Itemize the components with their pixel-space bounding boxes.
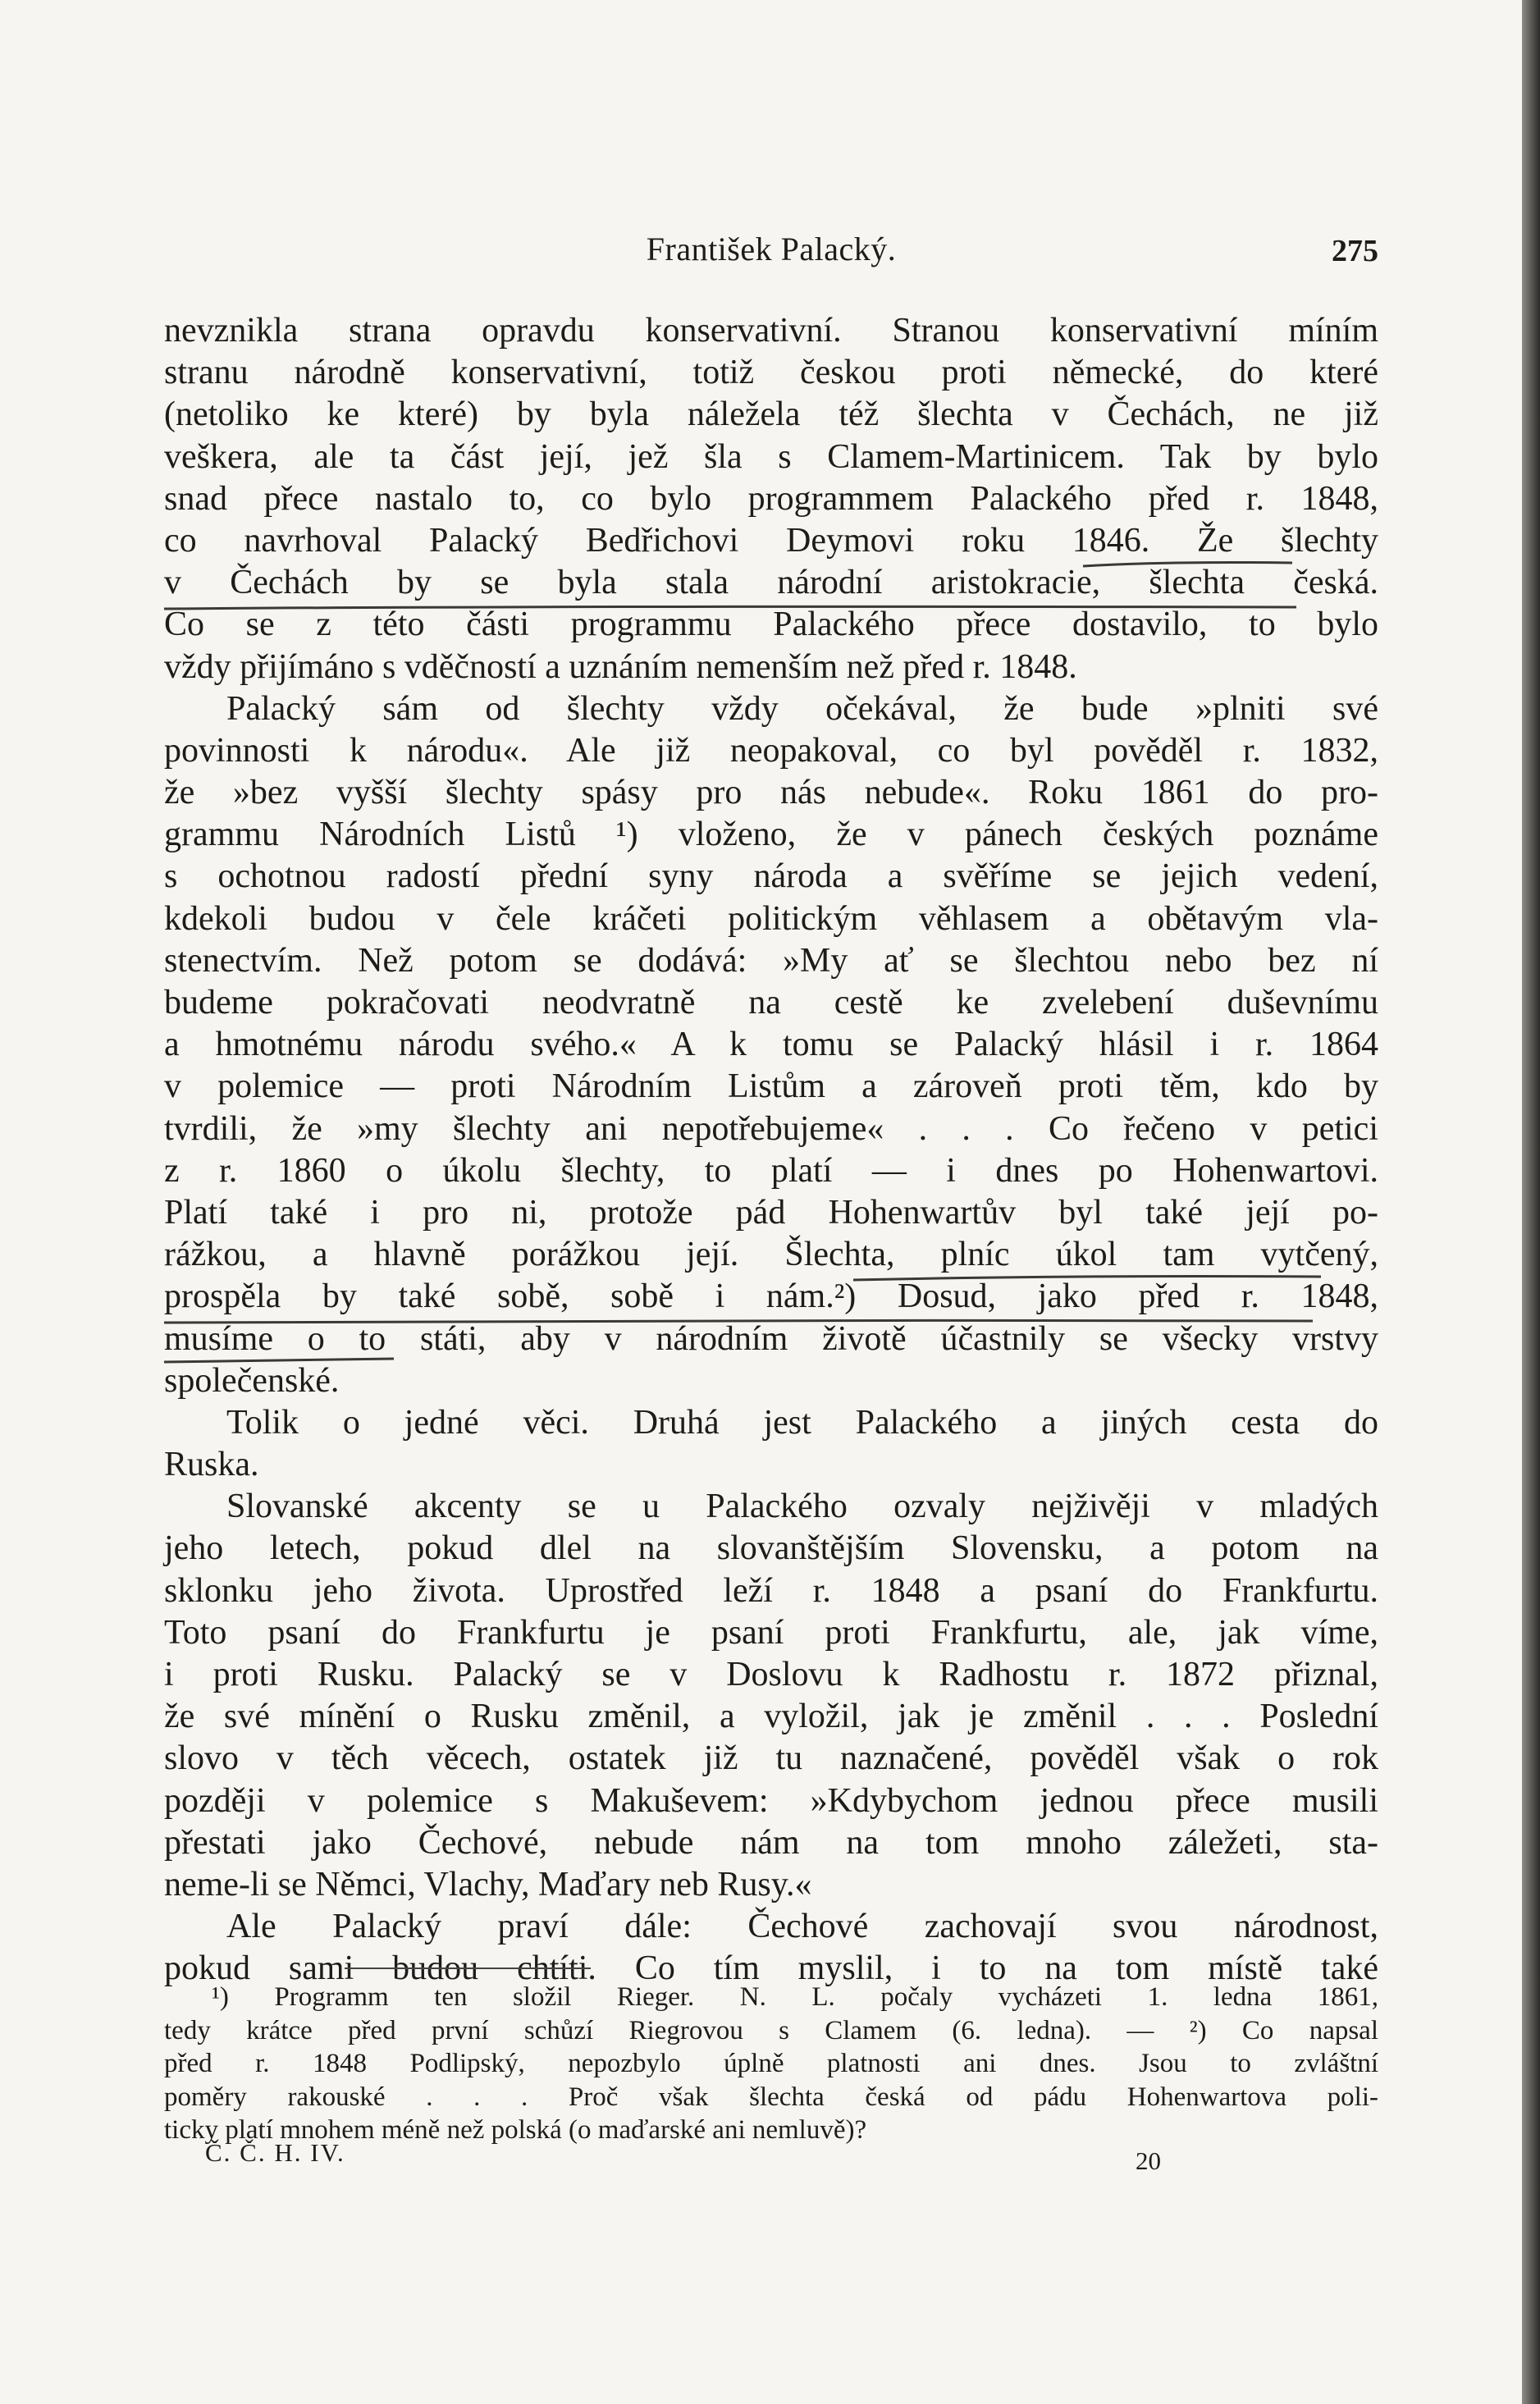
- body-line: Palacký sám od šlechty vždy očekával, že bude »plniti své: [226, 689, 1378, 728]
- body-line: přestati jako Čechové, nebude nám na tom mnoho záležeti, sta-: [164, 1823, 1378, 1862]
- body-line: a hmotnému národu svého.« A k tomu se Palacký hlásil i r. 1864: [164, 1026, 1378, 1064]
- page-gutter-shadow: [1522, 0, 1540, 2404]
- footnote-line: ticky platí mnohem méně než polská (o maďarské ani nemluvě)?: [164, 2115, 867, 2145]
- body-line: (netoliko ke které) by byla náležela též šlechta v Čechách, ne již: [164, 395, 1378, 434]
- signature-mark: Č. Č. H. IV.: [205, 2138, 345, 2167]
- footnote-line: poměry rakouské . . . Proč však šlechta česká od pádu Hohenwartova poli-: [164, 2082, 1378, 2112]
- body-line: snad přece nastalo to, co bylo programmem Palackého před r. 1848,: [164, 479, 1378, 518]
- body-line: Tolik o jedné věci. Druhá jest Palackého a jiných cesta do: [226, 1403, 1378, 1442]
- body-line: Toto psaní do Frankfurtu je psaní proti Frankfurtu, ale, jak víme,: [164, 1613, 1378, 1652]
- body-line: co navrhoval Palacký Bedřichovi Deymovi roku 1846. Že šlechty: [164, 521, 1378, 560]
- body-line: neme-li se Němci, Vlachy, Maďary neb Rusy.«: [164, 1865, 812, 1904]
- body-line: s ochotnou radostí přední syny národa a svěříme se jejich vedení,: [164, 857, 1378, 896]
- body-line: Platí také i pro ni, protože pád Hohenwartův byl také její po-: [164, 1193, 1378, 1232]
- body-line: prospěla by také sobě, sobě i nám.²) Dosud, jako před r. 1848,: [164, 1277, 1378, 1316]
- body-line: v Čechách by se byla stala národní aristokracie, šlechta česká.: [164, 564, 1378, 602]
- body-line: stranu národně konservativní, totiž českou proti německé, do které: [164, 354, 1378, 392]
- sheet-number: 20: [1136, 2146, 1161, 2175]
- body-line: z r. 1860 o úkolu šlechty, to platí — i dnes po Hohenwartovi.: [164, 1151, 1378, 1190]
- body-line: rážkou, a hlavně porážkou její. Šlechta, plníc úkol tam vytčený,: [164, 1236, 1378, 1274]
- body-line: Ale Palacký praví dále: Čechové zachovají svou národnost,: [226, 1908, 1378, 1946]
- body-line: pokud sami budou chtíti. Co tím myslil, i to na tom místě také: [164, 1949, 1378, 1988]
- body-line: stenectvím. Než potom se dodává: »My ať se šlechtou nebo bez ní: [164, 941, 1378, 980]
- body-line: Slovanské akcenty se u Palackého ozvaly nejživěji v mladých: [226, 1488, 1378, 1526]
- footnotes: [164, 1968, 1378, 2147]
- body-line: musíme o to státi, aby v národním životě účastnily se všecky vrstvy: [164, 1319, 1378, 1358]
- body-text: [164, 310, 1378, 1990]
- body-line: jeho letech, pokud dlel na slovanštějším Slovensku, a potom na: [164, 1529, 1378, 1568]
- body-line: společenské.: [164, 1361, 340, 1400]
- body-line: později v polemice s Makuševem: »Kdybychom jednou přece musili: [164, 1781, 1378, 1820]
- footnote-line: ¹) Programm ten složil Rieger. N. L. počaly vycházeti 1. ledna 1861,: [212, 1982, 1378, 2012]
- running-title: František Palacký.: [646, 231, 897, 267]
- body-line: kdekoli budou v čele kráčeti politickým věhlasem a obětavým vla-: [164, 899, 1378, 938]
- body-line: sklonku jeho života. Uprostřed leží r. 1848 a psaní do Frankfurtu.: [164, 1571, 1378, 1610]
- footnote-line: před r. 1848 Podlipský, nepozbylo úplně platnosti ani dnes. Jsou to zvláštní: [164, 2049, 1378, 2078]
- body-line: vždy přijímáno s vděčností a uznáním nemenším než před r. 1848.: [164, 647, 1077, 686]
- body-line: Co se z této části programmu Palackého přece dostavilo, to bylo: [164, 606, 1378, 644]
- page-number: 275: [1332, 234, 1378, 268]
- body-line: v polemice — proti Národním Listům a zároveň proti těm, kdo by: [164, 1067, 1378, 1106]
- body-line: i proti Rusku. Palacký se v Doslovu k Radhostu r. 1872 přiznal,: [164, 1656, 1378, 1693]
- body-line: povinnosti k národu«. Ale již neopakoval, co byl pověděl r. 1832,: [164, 731, 1378, 770]
- footnote-line: tedy krátce před první schůzí Riegrovou s Clamem (6. ledna). — ²) Co napsal: [164, 2015, 1378, 2045]
- body-line: nevznikla strana opravdu konservativní. Stranou konservativní míním: [164, 312, 1378, 350]
- body-line: tvrdili, že »my šlechty ani nepotřebujeme« . . . Co řečeno v petici: [164, 1109, 1378, 1148]
- page-header: [164, 230, 1378, 279]
- footnote-lines: [164, 1981, 1378, 2147]
- body-line: Ruska.: [164, 1446, 259, 1484]
- body-line: že »bez vyšší šlechty spásy pro nás nebude«. Roku 1861 do pro-: [164, 774, 1378, 812]
- body-line: budeme pokračovati neodvratně na cestě ke zvelebení duševnímu: [164, 984, 1378, 1021]
- body-line: že své mínění o Rusku změnil, a vyložil, jak je změnil . . . Poslední: [164, 1698, 1378, 1736]
- footnote-rule: [345, 1968, 591, 1969]
- body-line: veškera, ale ta část její, jež šla s Clamem-Martinicem. Tak by bylo: [164, 437, 1378, 476]
- body-line: slovo v těch věcech, ostatek již tu naznačené, pověděl však o rok: [164, 1739, 1378, 1778]
- body-line: grammu Národních Listů ¹) vloženo, že v pánech českých poznáme: [164, 816, 1378, 854]
